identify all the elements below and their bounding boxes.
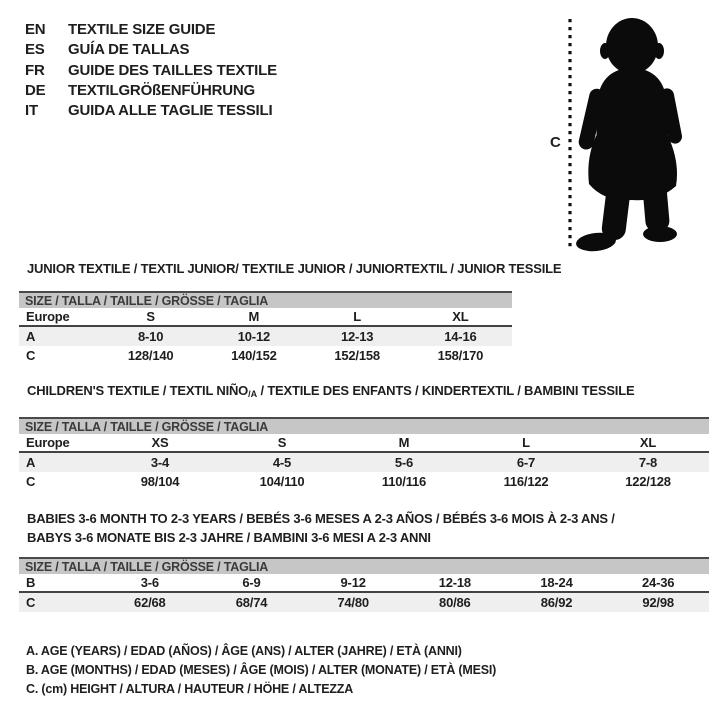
language-row-de xyxy=(25,81,277,101)
cell: 10-12 xyxy=(237,329,270,344)
cell: 6-7 xyxy=(516,455,536,470)
cell: M xyxy=(248,309,260,324)
cell: 18-24 xyxy=(540,575,573,590)
cell: 152/158 xyxy=(334,348,380,363)
row-label: A xyxy=(26,455,36,470)
table-row-height-cm xyxy=(19,593,709,612)
language-code: EN xyxy=(25,21,46,38)
cell: M xyxy=(398,435,410,450)
language-title: TEXTILE SIZE GUIDE xyxy=(68,21,216,38)
section-title xyxy=(19,510,709,547)
section-babies-textile xyxy=(19,505,709,612)
language-code: FR xyxy=(25,61,45,79)
title-line-2: BABYS 3-6 MONATE BIS 2-3 JAHRE / BAMBINI 3-6 MESI A 2-3 ANNI xyxy=(27,529,431,545)
row-label: C xyxy=(26,348,36,363)
cell: 4-5 xyxy=(272,455,292,470)
section-title xyxy=(19,383,709,399)
cell: 24-36 xyxy=(642,575,675,590)
cell: 116/122 xyxy=(503,474,549,489)
cell: 12-13 xyxy=(341,329,374,344)
cell: 128/140 xyxy=(127,348,174,363)
section-junior-textile xyxy=(19,255,562,365)
language-row-es xyxy=(25,40,277,60)
language-row-it xyxy=(25,101,277,121)
toddler-figure-svg xyxy=(540,6,698,252)
cell: 7-8 xyxy=(638,455,658,470)
title-part: / TEXTILE DES ENFANTS / KINDERTEXTIL / BAMBINI TESSILE xyxy=(257,383,635,398)
language-title: TEXTILGRÖßENFÜHRUNG xyxy=(68,81,256,99)
cell: 104/110 xyxy=(259,474,305,489)
row-label: A xyxy=(26,329,36,344)
table-row-europe xyxy=(19,434,709,453)
cell: 3-6 xyxy=(140,575,159,590)
cell: 86/92 xyxy=(540,595,573,610)
table-row-age-years xyxy=(19,327,512,346)
size-table-header: SIZE / TALLA / TAILLE / GRÖSSE / TAGLIA xyxy=(19,291,512,308)
cell: 74/80 xyxy=(337,595,369,610)
title-part: CHILDREN'S TEXTILE / TEXTIL NIÑO xyxy=(27,383,249,398)
cell: L xyxy=(353,309,361,324)
language-row-en xyxy=(25,20,277,40)
language-title-list xyxy=(25,20,277,121)
cell: 92/98 xyxy=(642,595,674,610)
section-title: JUNIOR TEXTILE / TEXTIL JUNIOR/ TEXTILE JUNIOR / JUNIORTEXTIL / JUNIOR TESSILE xyxy=(27,261,562,276)
cell: 6-9 xyxy=(242,575,261,590)
language-row-fr xyxy=(25,61,277,81)
cell: 5-6 xyxy=(394,455,414,470)
row-label: B xyxy=(26,575,36,590)
size-table-header: SIZE / TALLA / TAILLE / GRÖSSE / TAGLIA xyxy=(19,557,709,574)
language-code: IT xyxy=(25,102,38,120)
language-title: GUIDA ALLE TAGLIE TESSILI xyxy=(68,102,273,120)
cell: XL xyxy=(639,435,657,450)
cell: 3-4 xyxy=(150,455,170,470)
cell: 68/74 xyxy=(235,595,268,610)
cell: 122/128 xyxy=(625,474,671,489)
cell: XL xyxy=(452,309,469,324)
language-code: DE xyxy=(25,81,46,99)
language-title: GUÍA DE TALLAS xyxy=(68,41,190,59)
cell: 14-16 xyxy=(444,329,477,344)
section-children-textile xyxy=(19,377,709,491)
toddler-figure xyxy=(540,6,698,252)
cell: 158/170 xyxy=(437,348,484,363)
table-row-height-cm xyxy=(19,346,512,365)
cell: L xyxy=(522,435,530,450)
row-label: Europe xyxy=(26,309,70,324)
cell: 140/152 xyxy=(231,348,277,363)
title-subscript: /A xyxy=(248,389,258,399)
cell: S xyxy=(277,435,287,450)
table-row-europe xyxy=(19,308,512,327)
toddler-silhouette-icon xyxy=(575,18,683,252)
row-label: C xyxy=(26,474,36,489)
note-age-years: A. AGE (YEARS) / EDAD (AÑOS) / ÂGE (ANS) / ALTER (JAHRE) / ETÀ (ANNI) xyxy=(26,644,462,658)
cell: 80/86 xyxy=(439,595,471,610)
table-row-height-cm xyxy=(19,472,709,491)
cell: 9-12 xyxy=(340,575,366,590)
cell: 62/68 xyxy=(134,595,166,610)
table-row-age-years xyxy=(19,453,709,472)
table-row-age-months xyxy=(19,574,709,593)
note-age-months: B. AGE (MONTHS) / EDAD (MESES) / ÂGE (MOIS) / ALTER (MONATE) / ETÀ (MESI) xyxy=(26,663,497,678)
size-table-children xyxy=(19,417,709,491)
cell: S xyxy=(146,309,155,324)
cell: 98/104 xyxy=(140,474,180,489)
size-table-babies xyxy=(19,557,709,612)
row-label: C xyxy=(26,595,36,610)
note-height-cm: C. (cm) HEIGHT / ALTURA / HAUTEUR / HÖHE / ALTEZZA xyxy=(26,682,354,697)
legend-notes xyxy=(26,642,496,700)
cell: 110/116 xyxy=(381,474,427,489)
language-code: ES xyxy=(25,41,45,59)
size-table-header: SIZE / TALLA / TAILLE / GRÖSSE / TAGLIA xyxy=(19,417,709,434)
height-label: C xyxy=(550,134,561,151)
cell: XS xyxy=(151,435,169,450)
language-title: GUIDE DES TAILLES TEXTILE xyxy=(68,61,277,79)
size-table-junior xyxy=(19,291,512,365)
row-label: Europe xyxy=(26,435,70,450)
title-line-1: BABIES 3-6 MONTH TO 2-3 YEARS / BEBÉS 3-6 MESES A 2-3 AÑOS / BÉBÉS 3-6 MOIS À 2-3 ANS / xyxy=(27,511,615,526)
cell: 8-10 xyxy=(138,329,164,344)
cell: 12-18 xyxy=(438,575,471,590)
